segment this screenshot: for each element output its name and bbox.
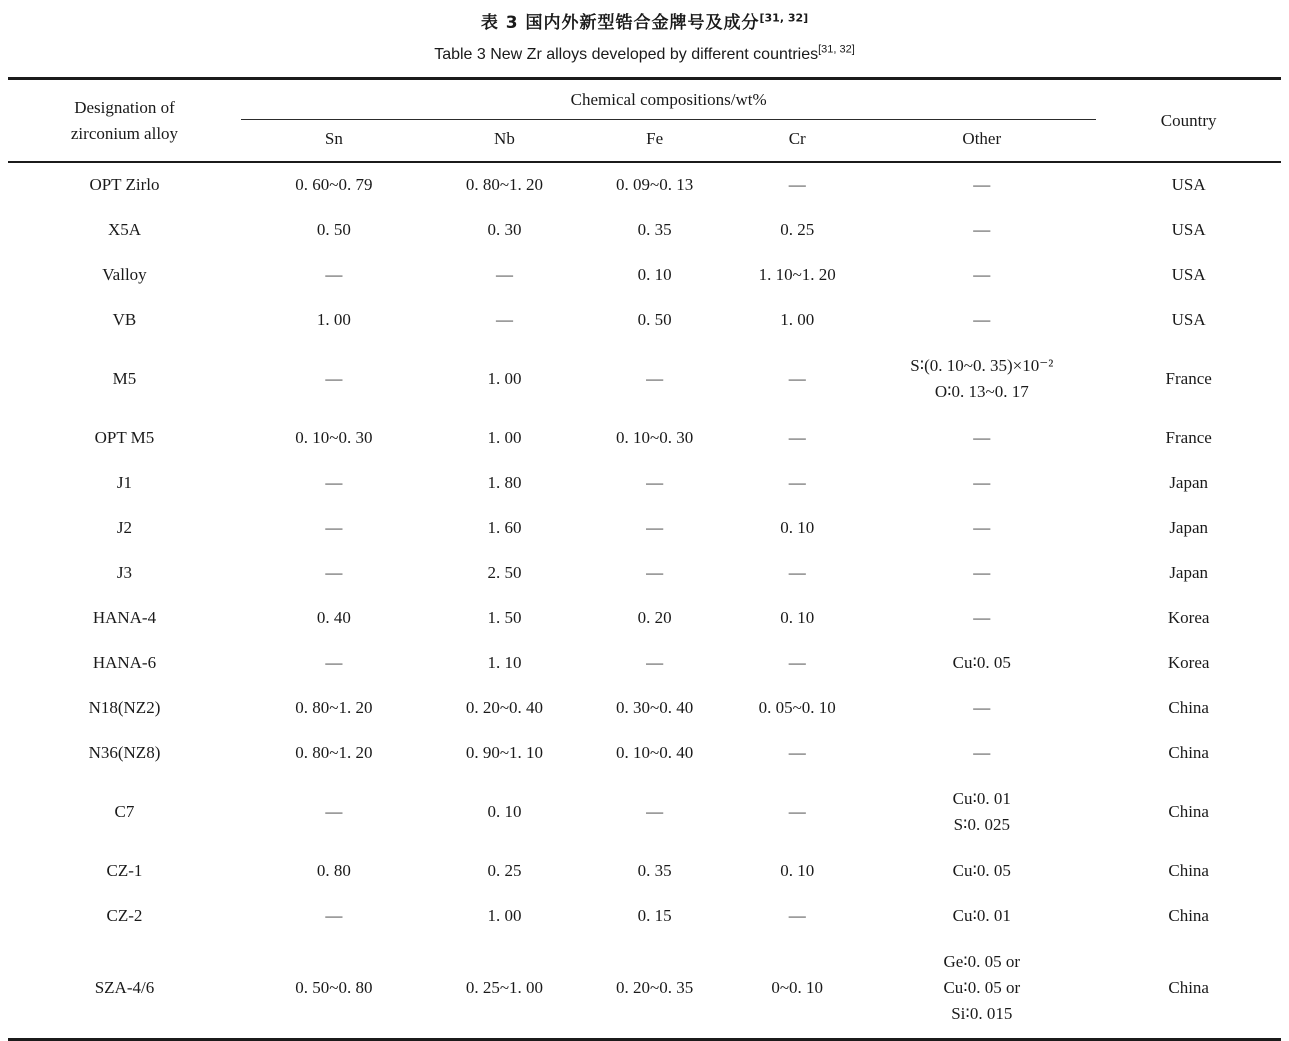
cell-fe: — [646,473,664,492]
cell-cr: 0. 10 [780,861,815,880]
cell-other: Cu∶0. 01 [952,906,1011,925]
cell-cr: — [788,802,806,821]
cell-country: China [1168,802,1209,821]
cell-sn: — [325,563,343,582]
cell-other: — [973,473,991,492]
cell-nb: 1. 60 [487,518,522,537]
cell-country: France [1165,369,1212,388]
caption-english-text: Table 3 New Zr alloys developed by different countries [434,46,819,63]
cell-sn: 0. 80 [316,861,351,880]
other-line: Ge∶0. 05 or [943,952,1021,971]
cell-designation: CZ-1 [106,861,143,880]
table-row [8,939,1281,1040]
table-row [8,162,1281,208]
cell-country: China [1168,743,1209,762]
table-body [8,162,1281,1040]
other-line: Cu∶0. 01 [952,789,1011,808]
cell-country: Japan [1169,473,1209,492]
cell-sn: 0. 50 [316,220,351,239]
cell-country: Japan [1169,518,1209,537]
cell-country: USA [1171,175,1206,194]
cell-cr: 0. 10 [780,518,815,537]
cell-fe: 0. 50 [637,310,672,329]
cell-other: — [973,310,991,329]
cell-designation: HANA-6 [92,653,157,672]
cell-cr: 0. 25 [780,220,815,239]
cell-designation: J1 [116,473,133,492]
cell-nb: 1. 10 [487,653,522,672]
cell-designation: N36(NZ8) [88,743,161,762]
cell-nb: — [495,310,513,329]
cell-designation: VB [112,310,137,329]
col-header-nb: Nb [494,129,515,148]
table-row [8,731,1281,776]
cell-fe: 0. 09~0. 13 [616,175,694,194]
cell-designation: N18(NZ2) [88,698,161,717]
cell-fe: — [646,563,664,582]
cell-fe: — [646,518,664,537]
cell-designation: M5 [112,369,137,388]
table-row [8,849,1281,894]
table-row [8,596,1281,641]
cell-cr: — [788,743,806,762]
col-header-designation [8,79,241,163]
other-line: O∶0. 13~0. 17 [934,382,1029,401]
cell-cr: 1. 10~1. 20 [758,265,836,284]
col-header-country: Country [1160,110,1217,130]
cell-country: China [1168,861,1209,880]
cell-country: Japan [1169,563,1209,582]
cell-fe: 0. 10~0. 40 [616,743,694,762]
cell-sn: 0. 40 [316,608,351,627]
cell-fe: 0. 30~0. 40 [616,698,694,717]
table-row [8,551,1281,596]
cell-fe: 0. 35 [637,861,672,880]
table-row [8,253,1281,298]
table-row [8,461,1281,506]
cell-sn: 1. 00 [316,310,351,329]
other-line: Cu∶0. 05 or [943,978,1021,997]
cell-sn: 0. 80~1. 20 [295,698,373,717]
cell-nb: 0. 90~1. 10 [465,743,544,762]
cell-nb: 1. 00 [487,906,522,925]
col-header-chemical-group: Chemical compositions/wt% [241,79,1096,120]
cell-cr: — [788,906,806,925]
cell-cr: 1. 00 [780,310,815,329]
cell-cr: 0. 10 [780,608,815,627]
cell-sn: 0. 50~0. 80 [295,978,373,997]
cell-designation: X5A [107,220,141,239]
table-row [8,343,1281,416]
cell-other: — [973,518,991,537]
cell-sn: — [325,906,343,925]
cell-country: Korea [1167,608,1210,627]
cell-cr: — [788,473,806,492]
table-row [8,686,1281,731]
cell-sn: — [325,265,343,284]
cell-designation: OPT Zirlo [89,175,160,194]
cell-nb: 1. 50 [487,608,522,627]
cell-other: — [973,608,991,627]
table-row [8,641,1281,686]
col-header-designation-line2: zirconium alloy [70,123,179,143]
cell-other: — [973,175,991,194]
cell-nb: 0. 30 [487,220,522,239]
cell-country: China [1168,978,1209,997]
cell-nb: 0. 80~1. 20 [465,175,544,194]
caption-english-refs: [31, 32] [818,43,855,56]
cell-cr: — [788,653,806,672]
cell-sn: — [325,653,343,672]
cell-fe: 0. 20 [637,608,672,627]
cell-fe: 0. 10 [637,265,672,284]
cell-nb: 1. 00 [487,428,522,447]
cell-sn: 0. 60~0. 79 [295,175,373,194]
cell-fe: 0. 35 [637,220,672,239]
cell-country: Korea [1167,653,1210,672]
cell-other [867,343,1096,416]
cell-other: — [973,563,991,582]
cell-nb: — [495,265,513,284]
cell-designation: CZ-2 [106,906,143,925]
cell-sn: — [325,802,343,821]
table-captions [0,0,1289,64]
cell-nb: 0. 25 [487,861,522,880]
cell-country: China [1168,906,1209,925]
cell-fe: 0. 15 [637,906,672,925]
cell-sn: — [325,473,343,492]
cell-fe: — [646,653,664,672]
cell-fe: 0. 20~0. 35 [616,978,694,997]
cell-other: — [973,220,991,239]
cell-sn: 0. 10~0. 30 [295,428,373,447]
table-row [8,506,1281,551]
cell-country: USA [1171,265,1206,284]
zr-alloys-table [8,77,1281,1041]
col-header-cr: Cr [788,129,806,148]
col-header-fe: Fe [646,129,664,148]
cell-nb: 2. 50 [487,563,522,582]
cell-designation: OPT M5 [94,428,155,447]
cell-cr: 0. 05~0. 10 [758,698,836,717]
cell-designation: C7 [114,802,135,821]
cell-designation: HANA-4 [92,608,157,627]
cell-sn: — [325,518,343,537]
other-line: S∶(0. 10~0. 35)×10⁻² [910,356,1054,375]
cell-designation: J3 [116,563,133,582]
col-header-sn: Sn [324,129,343,148]
cell-fe: — [646,369,664,388]
table-row [8,416,1281,461]
cell-country: China [1168,698,1209,717]
cell-other [867,776,1096,849]
cell-sn: — [325,369,343,388]
table-row [8,208,1281,253]
cell-other: Cu∶0. 05 [952,861,1011,880]
cell-other: — [973,743,991,762]
cell-other: Cu∶0. 05 [952,653,1011,672]
cell-other: — [973,428,991,447]
cell-country: France [1165,428,1212,447]
cell-other: — [973,698,991,717]
cell-nb: 0. 20~0. 40 [465,698,544,717]
table-row [8,776,1281,849]
caption-chinese [0,8,1289,33]
cell-designation: J2 [116,518,133,537]
cell-cr: 0~0. 10 [771,978,824,997]
caption-chinese-refs: [31, 32] [759,11,809,25]
cell-nb: 1. 00 [487,369,522,388]
cell-designation: SZA-4/6 [94,978,155,997]
table-header [8,79,1281,163]
cell-cr: — [788,428,806,447]
cell-fe: — [646,802,664,821]
cell-other [867,939,1096,1040]
table-row [8,894,1281,939]
cell-fe: 0. 10~0. 30 [616,428,694,447]
cell-designation: Valloy [102,265,147,284]
caption-chinese-text: 表 3 国内外新型锆合金牌号及成分 [480,13,760,33]
caption-english [0,43,1289,64]
cell-country: USA [1171,220,1206,239]
other-line: Si∶0. 015 [951,1004,1013,1023]
cell-cr: — [788,369,806,388]
col-header-other: Other [962,129,1002,148]
cell-nb: 1. 80 [487,473,522,492]
cell-nb: 0. 10 [487,802,522,821]
cell-nb: 0. 25~1. 00 [465,978,544,997]
cell-country: USA [1171,310,1206,329]
table-row [8,298,1281,343]
cell-other: — [973,265,991,284]
other-line: S∶0. 025 [953,815,1010,834]
cell-cr: — [788,563,806,582]
col-header-designation-line1: Designation of [74,97,175,117]
cell-sn: 0. 80~1. 20 [295,743,373,762]
cell-cr: — [788,175,806,194]
